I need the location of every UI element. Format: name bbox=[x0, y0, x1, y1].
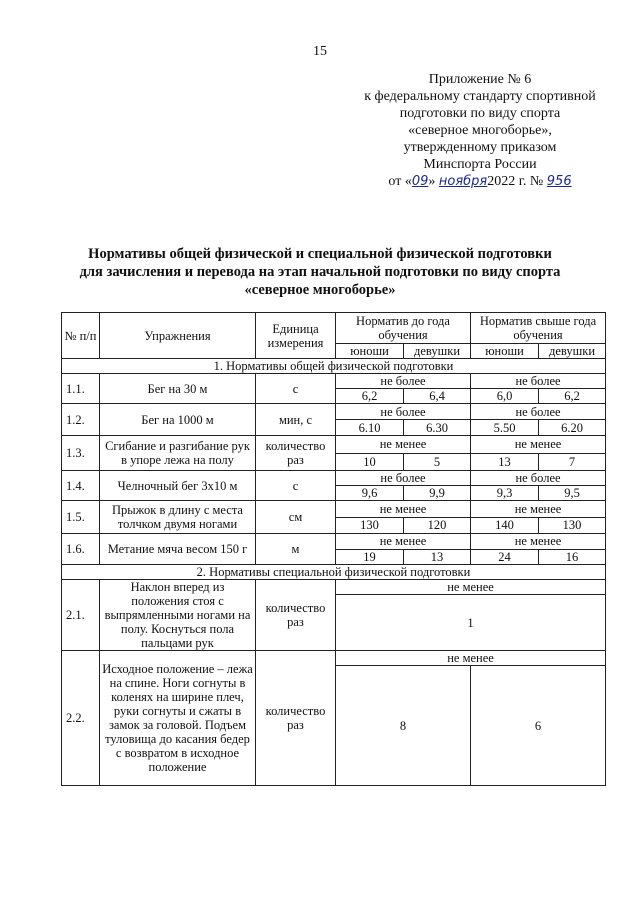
row-num: 2.1. bbox=[62, 580, 100, 651]
row-exercise: Метание мяча весом 150 г bbox=[100, 534, 256, 565]
row-value: 24 bbox=[471, 549, 539, 565]
header-norm-until: Норматив до года обучения bbox=[336, 313, 471, 344]
table-row bbox=[62, 651, 606, 666]
header-boys: юноши bbox=[471, 344, 539, 359]
date-sep: » bbox=[428, 174, 436, 189]
header-boys: юноши bbox=[336, 344, 404, 359]
row-value: 9,5 bbox=[539, 486, 606, 501]
row-condition: не более bbox=[336, 471, 471, 486]
row-condition: не менее bbox=[336, 534, 471, 550]
row-value: 8 bbox=[336, 666, 471, 786]
row-value: 5 bbox=[404, 453, 471, 471]
row-unit: с bbox=[256, 374, 336, 404]
row-value: 130 bbox=[336, 517, 404, 534]
row-value: 9,6 bbox=[336, 486, 404, 501]
row-value: 9,3 bbox=[471, 486, 539, 501]
order-number-handwritten: 956 bbox=[546, 174, 572, 189]
row-value: 6.30 bbox=[404, 420, 471, 436]
row-exercise: Челночный бег 3х10 м bbox=[100, 471, 256, 501]
row-value: 13 bbox=[404, 549, 471, 565]
title-line: для зачисления и перевода на этап начальной подготовки по виду спорта bbox=[79, 264, 561, 280]
row-value: 130 bbox=[539, 517, 606, 534]
row-unit: м bbox=[256, 534, 336, 565]
row-exercise: Бег на 30 м bbox=[100, 374, 256, 404]
section-row bbox=[62, 565, 606, 580]
table-row bbox=[62, 501, 606, 518]
order-date-line bbox=[330, 173, 630, 190]
row-condition: не менее bbox=[336, 501, 471, 518]
row-value: 6,2 bbox=[336, 389, 404, 404]
row-value: 13 bbox=[471, 453, 539, 471]
appendix-line: «северное многоборье», bbox=[408, 123, 552, 138]
section-1-title: 1. Нормативы общей физической подготовки bbox=[62, 359, 606, 374]
section-2-title: 2. Нормативы специальной физической подготовки bbox=[62, 565, 606, 580]
row-value: 6.10 bbox=[336, 420, 404, 436]
header-girls: девушки bbox=[404, 344, 471, 359]
row-unit: см bbox=[256, 501, 336, 534]
row-condition: не менее bbox=[471, 436, 606, 454]
appendix-line: Минспорта России bbox=[423, 157, 537, 172]
date-prefix: от « bbox=[388, 174, 412, 189]
row-value: 140 bbox=[471, 517, 539, 534]
header-unit: Единица измерения bbox=[256, 313, 336, 359]
norms-table bbox=[61, 312, 606, 786]
row-value: 7 bbox=[539, 453, 606, 471]
appendix-header bbox=[330, 71, 630, 190]
header-norm-over: Норматив свыше года обучения bbox=[471, 313, 606, 344]
header-num: № п/п bbox=[62, 313, 100, 359]
row-condition: не более bbox=[336, 374, 471, 389]
row-condition: не менее bbox=[471, 534, 606, 550]
row-value: 6,0 bbox=[471, 389, 539, 404]
row-value: 16 bbox=[539, 549, 606, 565]
row-num: 1.6. bbox=[62, 534, 100, 565]
header-girls: девушки bbox=[539, 344, 606, 359]
row-unit: количество раз bbox=[256, 651, 336, 786]
row-value: 10 bbox=[336, 453, 404, 471]
row-num: 1.3. bbox=[62, 436, 100, 471]
row-exercise: Наклон вперед из положения стоя с выпрямленными ногами на полу. Коснуться пола пальцами рук bbox=[100, 580, 256, 651]
table-row bbox=[62, 534, 606, 550]
row-condition: не более bbox=[471, 404, 606, 420]
row-num: 1.2. bbox=[62, 404, 100, 436]
table-row bbox=[62, 580, 606, 595]
row-value: 6,4 bbox=[404, 389, 471, 404]
row-condition: не менее bbox=[336, 580, 606, 595]
row-value: 120 bbox=[404, 517, 471, 534]
row-num: 1.4. bbox=[62, 471, 100, 501]
row-value: 5.50 bbox=[471, 420, 539, 436]
row-value: 19 bbox=[336, 549, 404, 565]
row-num: 2.2. bbox=[62, 651, 100, 786]
row-unit: с bbox=[256, 471, 336, 501]
row-condition: не менее bbox=[471, 501, 606, 518]
row-num: 1.5. bbox=[62, 501, 100, 534]
date-year: 2022 г. № bbox=[487, 174, 544, 189]
date-month-handwritten: ноября bbox=[438, 174, 488, 189]
row-condition: не менее bbox=[336, 651, 606, 666]
date-day-handwritten: 09 bbox=[411, 174, 429, 189]
row-unit: количество раз bbox=[256, 580, 336, 651]
row-condition: не более bbox=[336, 404, 471, 420]
row-unit: мин, с bbox=[256, 404, 336, 436]
title-line: «северное многоборье» bbox=[244, 282, 396, 298]
row-value: 6.20 bbox=[539, 420, 606, 436]
document-title bbox=[40, 245, 600, 299]
table-row bbox=[62, 404, 606, 420]
table-row bbox=[62, 436, 606, 454]
page-number: 15 bbox=[313, 44, 327, 59]
row-exercise: Прыжок в длину с места толчком двумя ногами bbox=[100, 501, 256, 534]
row-num: 1.1. bbox=[62, 374, 100, 404]
header-row bbox=[62, 313, 606, 344]
table-row bbox=[62, 471, 606, 486]
row-exercise: Исходное положение – лежа на спине. Ноги согнуты в коленях на ширине плеч, руки согнуты и сжаты в замок за головой. Подъем туловища до касания бедер с возвратом в исходное положение bbox=[100, 651, 256, 786]
row-value: 6 bbox=[471, 666, 606, 786]
row-value: 9,9 bbox=[404, 486, 471, 501]
row-value: 6,2 bbox=[539, 389, 606, 404]
row-condition: не более bbox=[471, 374, 606, 389]
row-exercise: Бег на 1000 м bbox=[100, 404, 256, 436]
row-exercise: Сгибание и разгибание рук в упоре лежа на полу bbox=[100, 436, 256, 471]
header-exercise: Упражнения bbox=[100, 313, 256, 359]
appendix-line: подготовки по виду спорта bbox=[399, 106, 561, 121]
table-row bbox=[62, 374, 606, 389]
row-condition: не менее bbox=[336, 436, 471, 454]
row-condition: не более bbox=[471, 471, 606, 486]
row-unit: количество раз bbox=[256, 436, 336, 471]
title-line: Нормативы общей физической и специальной физической подготовки bbox=[88, 246, 552, 262]
appendix-line: к федеральному стандарту спортивной bbox=[364, 89, 596, 104]
row-value: 1 bbox=[336, 595, 606, 651]
appendix-line: Приложение № 6 bbox=[428, 72, 532, 87]
section-row bbox=[62, 359, 606, 374]
appendix-line: утвержденному приказом bbox=[403, 140, 557, 155]
